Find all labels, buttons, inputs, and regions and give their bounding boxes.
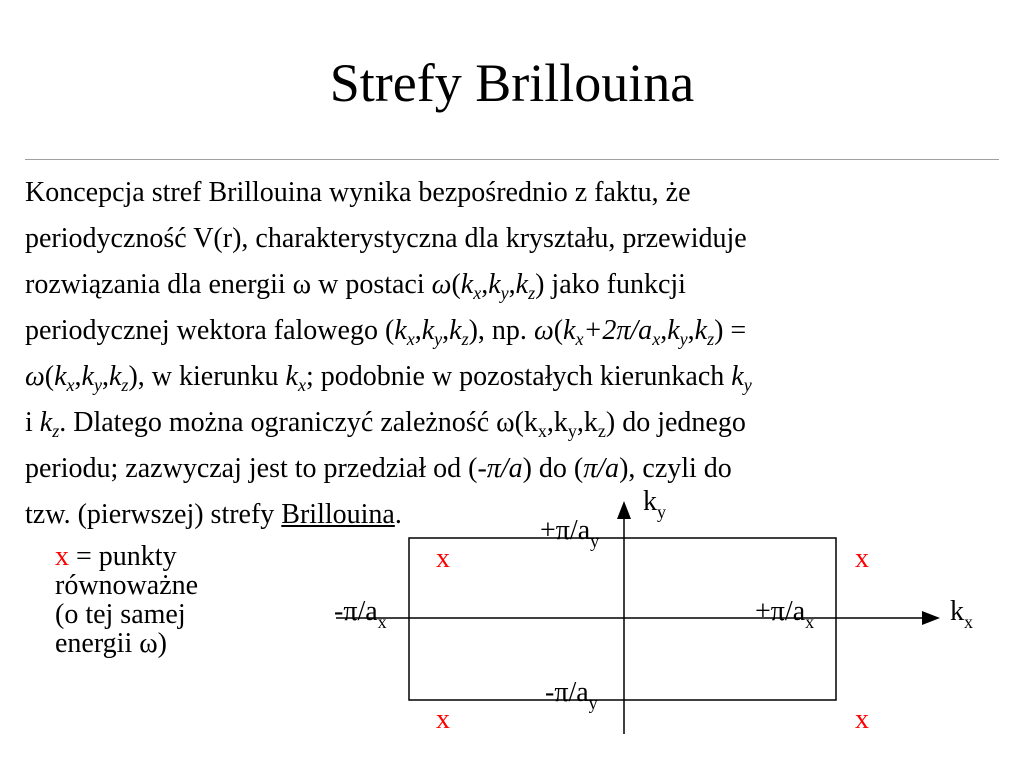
- omega-symbol: ω: [533, 315, 554, 346]
- text-run: .: [394, 499, 402, 530]
- right-boundary-main: +π/a: [755, 596, 806, 627]
- text-run: ) jako funkcji: [535, 269, 686, 300]
- top-boundary-sub: y: [590, 531, 600, 551]
- subscript: z: [528, 283, 536, 303]
- text-run: tzw. (pierwszej) strefy: [25, 499, 282, 530]
- kx-label-main: k: [950, 596, 964, 627]
- kx-label-sub: x: [964, 612, 973, 632]
- subscript: y: [679, 329, 688, 349]
- subscript: z: [121, 375, 129, 395]
- subscript: z: [707, 329, 715, 349]
- subscript: y: [567, 421, 577, 441]
- k-symbol: k: [694, 315, 708, 346]
- text-run: ,: [74, 361, 82, 392]
- k-symbol: k: [39, 407, 53, 438]
- k-symbol: k: [488, 269, 501, 300]
- k-symbol: k: [515, 269, 529, 300]
- text-run: periodyczność V(r), charakterystyczna dla kryształu, przewiduje: [25, 223, 747, 254]
- text-run: ,: [660, 315, 668, 346]
- text-run: ), w kierunku: [128, 361, 286, 392]
- omega-symbol: ω: [25, 361, 45, 392]
- text-run: ) do jednego: [605, 407, 746, 438]
- k-symbol: k: [421, 315, 435, 346]
- text-run: ,: [414, 315, 422, 346]
- k-symbol: k: [285, 361, 298, 392]
- right-boundary-label: [755, 596, 815, 632]
- equivalent-point-marker: x: [55, 541, 69, 572]
- brillouin-link[interactable]: Brillouina: [281, 499, 395, 530]
- pi-over-a: π/a: [486, 453, 523, 484]
- subscript: y: [434, 329, 443, 349]
- text-run: ), czyli do: [619, 453, 732, 484]
- corner-marker-top-left: x: [436, 543, 450, 574]
- text-run: i: [25, 407, 40, 438]
- subscript: y: [500, 283, 509, 303]
- text-run: ) do (: [522, 453, 584, 484]
- left-boundary-main: -π/a: [334, 596, 378, 627]
- text-run: ,k: [576, 407, 598, 438]
- text-run: ,: [508, 269, 516, 300]
- subscript: z: [52, 421, 60, 441]
- text-run: ; podobnie w pozostałych kierunkach: [305, 361, 732, 392]
- text-run: ), np.: [468, 315, 534, 346]
- text-run: ,k: [546, 407, 568, 438]
- period-term: +2π/a: [583, 315, 653, 346]
- subscript: z: [597, 421, 606, 441]
- corner-marker-bottom-left: x: [436, 704, 450, 735]
- ky-arrow-icon: [617, 501, 631, 519]
- corner-marker-bottom-right: x: [855, 704, 869, 735]
- text-run: periodu; zazwyczaj jest to przedział od (-: [25, 453, 487, 484]
- text-run: ,: [442, 315, 450, 346]
- top-boundary-main: +π/a: [540, 515, 591, 546]
- bottom-boundary-label: [545, 677, 598, 713]
- pi-over-a: π/a: [583, 453, 620, 484]
- kx-arrow-icon: [922, 611, 940, 625]
- bottom-boundary-sub: y: [588, 693, 598, 713]
- ky-label-sub: y: [657, 502, 666, 522]
- subscript: x: [473, 283, 482, 303]
- text-run: ,: [481, 269, 489, 300]
- k-symbol: k: [460, 269, 474, 300]
- subscript: x: [652, 329, 661, 349]
- ky-label-main: k: [643, 486, 657, 517]
- k-symbol: k: [449, 315, 462, 346]
- legend-text: = punkty: [69, 541, 177, 572]
- text-run: . Dlatego można ograniczyć zależność ω(k: [59, 407, 538, 438]
- text-run: (: [553, 315, 564, 346]
- text-run: ,: [101, 361, 109, 392]
- ky-label: [643, 486, 666, 522]
- subscript: x: [297, 375, 306, 395]
- subscript: x: [406, 329, 415, 349]
- omega-symbol: ω: [431, 269, 452, 300]
- subscript: z: [461, 329, 469, 349]
- subscript: y: [93, 375, 102, 395]
- text-run: Koncepcja stref Brillouina wynika bezpośrednio z faktu, że: [25, 177, 691, 208]
- legend-line-4: energii ω): [55, 628, 167, 659]
- k-symbol: k: [54, 361, 67, 392]
- text-run: periodycznej wektora falowego (: [25, 315, 395, 346]
- k-symbol: k: [108, 361, 122, 392]
- text-run: ,: [687, 315, 695, 346]
- subscript: y: [743, 375, 752, 395]
- top-boundary-label: [540, 515, 600, 551]
- slide-title: Strefy Brillouina: [329, 53, 695, 113]
- subscript: x: [575, 329, 584, 349]
- text-run: (: [451, 269, 461, 300]
- left-boundary-label: [334, 596, 387, 632]
- k-symbol: k: [394, 315, 407, 346]
- subscript: x: [537, 421, 547, 441]
- k-symbol: k: [81, 361, 94, 392]
- bottom-boundary-main: -π/a: [545, 677, 589, 708]
- legend-line-2: równoważne: [55, 570, 199, 601]
- text-run: ) =: [714, 315, 747, 346]
- text-run: (: [44, 361, 55, 392]
- k-symbol: k: [731, 361, 744, 392]
- left-boundary-sub: x: [377, 612, 387, 632]
- subscript: x: [66, 375, 75, 395]
- k-symbol: k: [563, 315, 576, 346]
- text-run: rozwiązania dla energii ω w postaci: [25, 269, 432, 300]
- corner-marker-top-right: x: [855, 543, 869, 574]
- right-boundary-sub: x: [805, 612, 815, 632]
- k-symbol: k: [667, 315, 680, 346]
- kx-label: [950, 596, 973, 632]
- legend-line-3: (o tej samej: [55, 599, 186, 630]
